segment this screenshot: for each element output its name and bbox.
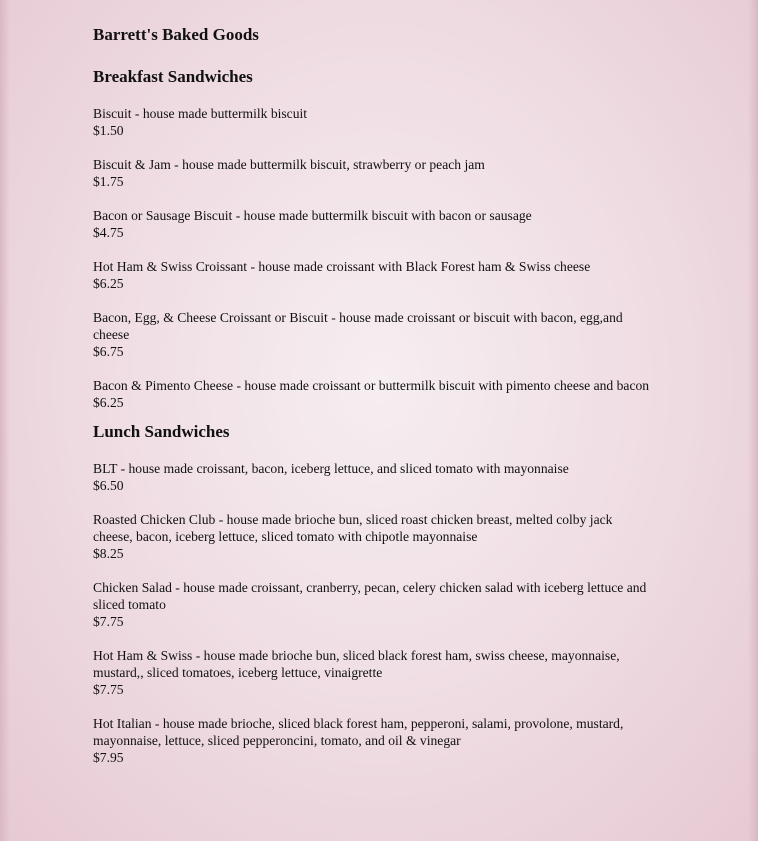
item-description: Bacon, Egg, & Cheese Croissant or Biscuit - house made croissant or biscuit with bacon, egg,and cheese <box>93 310 623 342</box>
item-description: Chicken Salad - house made croissant, cranberry, pecan, celery chicken salad with iceberg lettuce and sliced tomato <box>93 580 647 612</box>
page-edge-right <box>748 0 758 841</box>
item-description: Hot Ham & Swiss - house made brioche bun, sliced black forest ham, swiss cheese, mayonnaise, mustard,, sliced tomatoes, iceberg lettuce, vinaigrette <box>93 648 620 680</box>
item-price: $1.75 <box>93 174 124 189</box>
item-description: Bacon or Sausage Biscuit - house made buttermilk biscuit with bacon or sausage <box>93 208 532 223</box>
menu-item <box>93 715 653 766</box>
item-description: Bacon & Pimento Cheese - house made croissant or buttermilk biscuit with pimento cheese and bacon <box>93 378 650 393</box>
section-title-breakfast: Breakfast Sandwiches <box>93 67 253 86</box>
menu-item <box>93 105 653 139</box>
section-title-lunch: Lunch Sandwiches <box>93 422 230 441</box>
item-description: Roasted Chicken Club - house made brioche bun, sliced roast chicken breast, melted colby jack cheese, bacon, iceberg lettuce, sliced tomato with chipotle mayonnaise <box>93 512 613 544</box>
menu-item <box>93 460 653 494</box>
item-description: Hot Ham & Swiss Croissant - house made croissant with Black Forest ham & Swiss cheese <box>93 259 591 274</box>
menu-item <box>93 377 653 411</box>
item-description: Biscuit - house made buttermilk biscuit <box>93 106 308 121</box>
item-price: $8.25 <box>93 546 124 561</box>
menu-item <box>93 511 653 562</box>
page-edge-left <box>0 0 10 841</box>
item-description: BLT - house made croissant, bacon, iceberg lettuce, and sliced tomato with mayonnaise <box>93 461 569 476</box>
lunch-items <box>93 460 653 766</box>
menu-item <box>93 579 653 630</box>
menu-item <box>93 207 653 241</box>
item-price: $6.50 <box>93 478 124 493</box>
item-price: $6.25 <box>93 395 124 410</box>
item-description: Biscuit & Jam - house made buttermilk biscuit, strawberry or peach jam <box>93 157 485 172</box>
item-price: $6.25 <box>93 276 124 291</box>
item-price: $7.95 <box>93 750 124 765</box>
item-price: $1.50 <box>93 123 124 138</box>
item-price: $7.75 <box>93 614 124 629</box>
restaurant-name: Barrett's Baked Goods <box>93 25 259 44</box>
menu-item <box>93 647 653 698</box>
item-price: $6.75 <box>93 344 124 359</box>
item-price: $7.75 <box>93 682 124 697</box>
breakfast-items <box>93 105 653 411</box>
menu-item <box>93 258 653 292</box>
menu-item <box>93 156 653 190</box>
menu-item <box>93 309 653 360</box>
item-description: Hot Italian - house made brioche, sliced black forest ham, pepperoni, salami, provolone, mustard, mayonnaise, lettuce, sliced pepperoncini, tomato, and oil & vinegar <box>93 716 624 748</box>
item-price: $4.75 <box>93 225 124 240</box>
menu-document <box>93 24 653 766</box>
